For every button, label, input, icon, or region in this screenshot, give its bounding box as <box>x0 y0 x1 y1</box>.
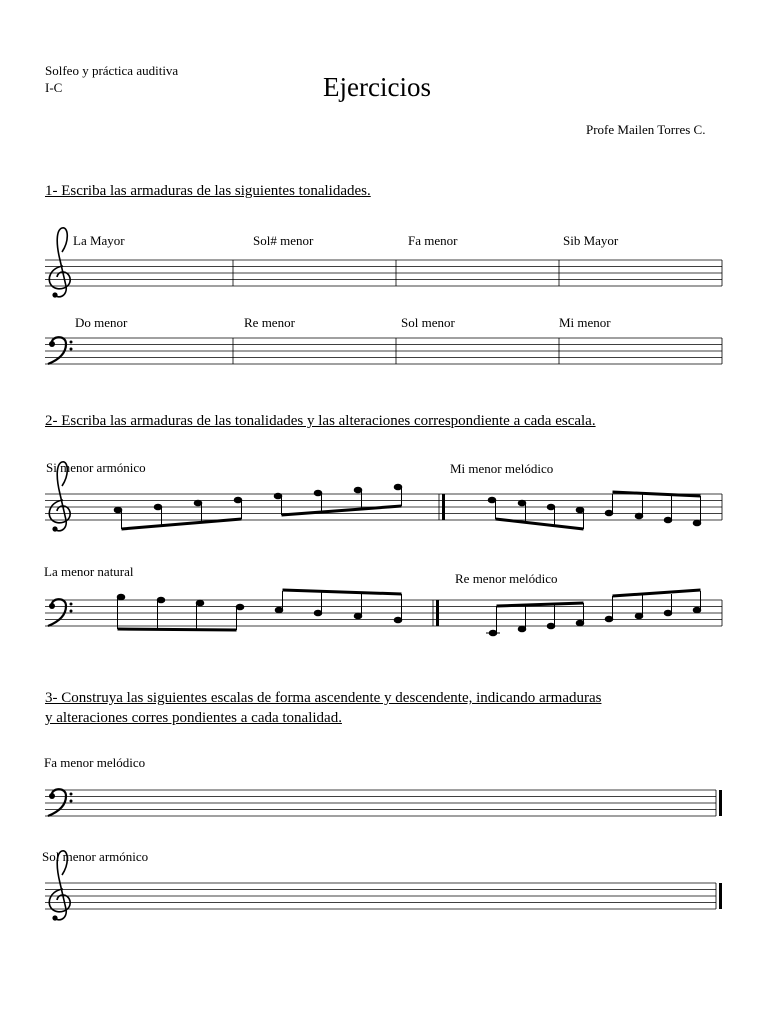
treble-clef-icon <box>49 228 70 298</box>
key-label: Do menor <box>75 315 128 330</box>
key-label: Sib Mayor <box>563 233 619 248</box>
treble-clef-icon <box>49 462 70 532</box>
course-title: Solfeo y práctica auditiva <box>45 63 179 78</box>
author: Profe Mailen Torres C. <box>586 122 706 137</box>
staff-section1-bass <box>45 337 722 364</box>
page-title: Ejercicios <box>323 72 431 102</box>
section-2-heading: 2- Escriba las armaduras de las tonalidades y las alteraciones correspondiente a cada escala. <box>45 413 596 429</box>
key-label: Sol menor <box>401 315 455 330</box>
staff-section1-treble <box>45 228 722 298</box>
key-label: Sol# menor <box>253 233 314 248</box>
key-label: Re menor <box>244 315 295 330</box>
scale-label: Mi menor melódico <box>450 461 554 476</box>
staff-la-menor-natural <box>45 590 722 636</box>
scale-label: Re menor melódico <box>455 571 558 586</box>
scale-label: La menor natural <box>44 564 134 579</box>
key-label: La Mayor <box>73 233 125 248</box>
section-1-heading: 1- Escriba las armaduras de las siguientes tonalidades. <box>45 183 371 199</box>
scale-label: Sol menor armónico <box>42 849 149 864</box>
staff-si-menor-armonico <box>45 462 722 532</box>
scale-notes <box>117 590 402 630</box>
key-label: Mi menor <box>559 315 611 330</box>
scale-label: Fa menor melódico <box>44 755 146 770</box>
section-3-heading-line2: y alteraciones corres pondientes a cada tonalidad. <box>45 710 342 726</box>
staff-sol-menor-armonico <box>45 851 722 921</box>
course-section: I-C <box>45 80 63 95</box>
key-label: Fa menor <box>408 233 458 248</box>
staff-fa-menor-melodico <box>45 789 722 816</box>
final-barline <box>719 790 722 816</box>
final-barline <box>719 883 722 909</box>
section-3-heading-line1: 3- Construya las siguientes escalas de forma ascendente y descendente, indicando armaduras <box>45 690 602 706</box>
treble-clef-icon <box>49 851 70 921</box>
scale-label: Si menor armónico <box>46 460 146 475</box>
scale-notes <box>488 492 701 529</box>
